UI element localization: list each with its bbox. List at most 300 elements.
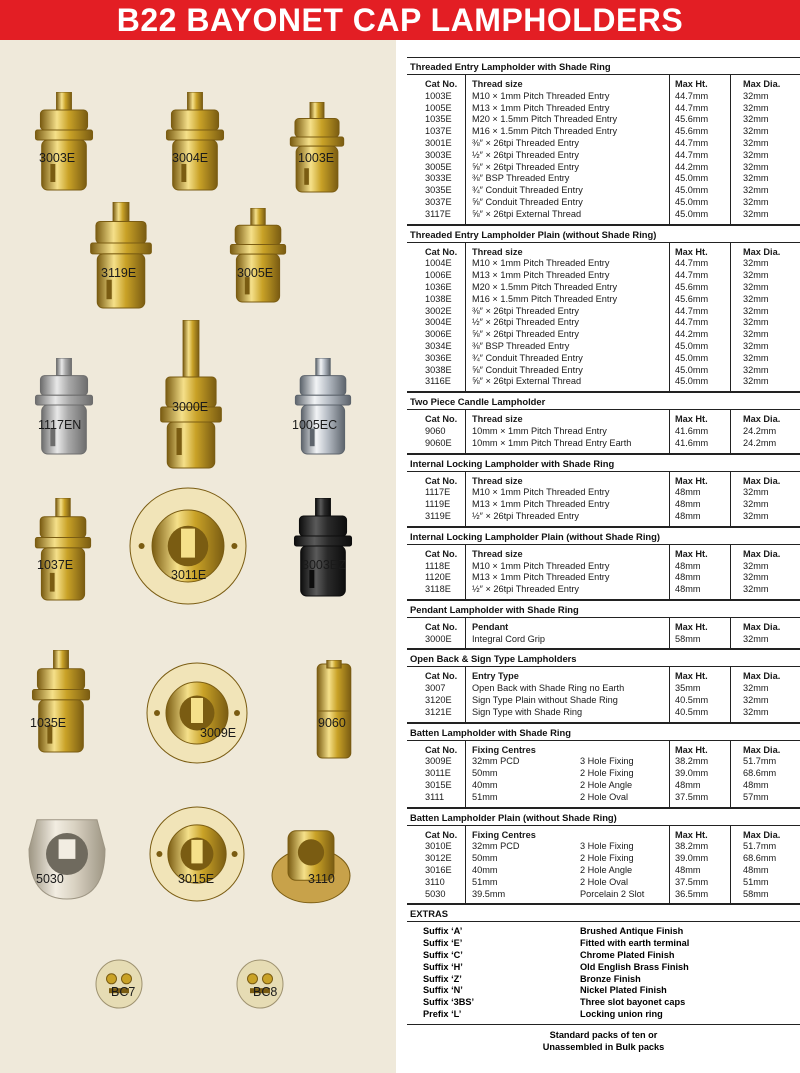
header-ht: Max Ht. [675, 829, 708, 840]
table-row [407, 889, 800, 901]
description: Sign Type Plain without Shade Ring [472, 695, 618, 706]
suffix-description: Three slot bayonet caps [580, 997, 686, 1008]
fixing-type: 2 Hole Oval [580, 876, 629, 887]
product-photo-3005e [228, 208, 288, 309]
max-diameter: 32mm [743, 633, 769, 644]
brass-lampholder-icon [30, 650, 92, 759]
table-header-row [407, 476, 800, 488]
header-desc: Thread size [472, 414, 523, 425]
table-row [407, 317, 800, 329]
product-caption: 9060 [318, 716, 346, 730]
description: ⅝″ Conduit Threaded Entry [472, 364, 583, 375]
header-cat: Cat No. [425, 246, 458, 257]
header-cat: Cat No. [425, 829, 458, 840]
table-row [407, 792, 800, 804]
header-cat: Cat No. [425, 671, 458, 682]
description: Open Back with Shade Ring no Earth [472, 683, 625, 694]
max-diameter: 32mm [743, 90, 769, 101]
max-height: 44.7mm [675, 102, 709, 113]
header-ht: Max Ht. [675, 671, 708, 682]
table-row [407, 768, 800, 780]
max-height: 39.0mm [675, 853, 709, 864]
product-caption: 1035E [30, 716, 67, 730]
product-photo-3110 [270, 820, 352, 915]
section-table [407, 243, 800, 393]
max-height: 48mm [675, 487, 701, 498]
cat-no: 9060 [425, 425, 446, 436]
extras-row [407, 926, 800, 938]
cat-no: 3035E [425, 185, 452, 196]
product-photo-panel [0, 40, 396, 1073]
suffix-code: Suffix ‘E’ [423, 938, 463, 949]
description: ¾″ Conduit Threaded Entry [472, 352, 583, 363]
table-row [407, 306, 800, 318]
table-row [407, 707, 800, 719]
cat-no: 3038E [425, 364, 452, 375]
spec-section [407, 649, 800, 722]
max-height: 44.2mm [675, 329, 709, 340]
max-diameter: 32mm [743, 293, 769, 304]
section-table [407, 618, 800, 650]
product-photo-1005ec [293, 358, 353, 461]
table-header-row [407, 671, 800, 683]
table-row [407, 865, 800, 877]
max-height: 45.6mm [675, 293, 709, 304]
header-desc: Pendant [472, 621, 509, 632]
product-caption: 5030 [36, 872, 64, 886]
product-caption: 1117EN [38, 418, 82, 432]
product-caption: 3004E [172, 151, 209, 165]
fixing-type: 2 Hole Fixing [580, 768, 634, 779]
max-diameter: 32mm [743, 352, 769, 363]
max-height: 38.2mm [675, 756, 709, 767]
table-row [407, 634, 800, 646]
max-diameter: 32mm [743, 258, 769, 269]
section-table [407, 472, 800, 527]
max-height: 45.6mm [675, 281, 709, 292]
description: ½″ × 26tpi Threaded Entry [472, 510, 580, 521]
cat-no: 1118E [425, 560, 451, 571]
suffix-description: Chrome Plated Finish [580, 950, 675, 961]
table-row [407, 150, 800, 162]
fixing-type: 2 Hole Angle [580, 865, 633, 876]
page-title: B22 BAYONET CAP LAMPHOLDERS [116, 2, 684, 38]
description: Integral Cord Grip [472, 633, 546, 644]
header-dia: Max Dia. [743, 246, 781, 257]
table-row [407, 341, 800, 353]
section-table [407, 545, 800, 600]
cat-no: 1117E [425, 487, 451, 498]
extras-title: EXTRAS [407, 905, 800, 922]
header-ht: Max Ht. [675, 475, 708, 486]
header-desc: Thread size [472, 548, 523, 559]
cat-no: 3004E [425, 317, 452, 328]
footer-note [407, 1025, 800, 1054]
description: ⅜″ BSP Threaded Entry [472, 173, 570, 184]
header-ht: Max Ht. [675, 548, 708, 559]
section-table [407, 410, 800, 453]
max-height: 41.6mm [675, 425, 709, 436]
header-cat: Cat No. [425, 744, 458, 755]
description: 32mm PCD [472, 841, 520, 852]
product-caption: 3003EZ [302, 558, 346, 572]
spec-section [407, 723, 800, 808]
max-diameter: 58mm [743, 888, 769, 899]
header-desc: Entry Type [472, 671, 519, 682]
description: ½″ × 26tpi Threaded Entry [472, 584, 580, 595]
cat-no: 3009E [425, 756, 452, 767]
description: ⅜″ BSP Threaded Entry [472, 340, 570, 351]
cat-no: 3118E [425, 584, 451, 595]
table-row [407, 209, 800, 221]
product-caption: 3005E [237, 266, 274, 280]
spec-tables [407, 57, 800, 1053]
fixing-type: Porcelain 2 Slot [580, 888, 645, 899]
description: ⅝″ × 26tpi External Thread [472, 208, 582, 219]
porcelain-lampholder-icon [25, 805, 109, 908]
cat-no: 3121E [425, 706, 452, 717]
suffix-code: Prefix ‘L’ [423, 1009, 462, 1020]
description: 32mm PCD [472, 756, 520, 767]
header-desc: Fixing Centres [472, 829, 536, 840]
cat-no: 3034E [425, 340, 452, 351]
product-photo-1117en [33, 358, 95, 461]
cat-no: 9060E [425, 437, 452, 448]
table-row [407, 438, 800, 450]
table-row [407, 282, 800, 294]
description: M13 × 1mm Pitch Threaded Entry [472, 270, 610, 281]
table-row [407, 877, 800, 889]
batten-lampholder-icon [145, 660, 249, 771]
table-row [407, 138, 800, 150]
max-diameter: 32mm [743, 572, 769, 583]
product-caption: 3110 [308, 872, 335, 886]
cat-no: 3110 [425, 876, 445, 887]
cat-no: 3005E [425, 161, 452, 172]
max-height: 44.7mm [675, 305, 709, 316]
header-ht: Max Ht. [675, 621, 708, 632]
product-photo-3003e [33, 92, 95, 197]
description: ¾″ Conduit Threaded Entry [472, 185, 583, 196]
section-table [407, 741, 800, 808]
product-caption: 3119E [101, 266, 137, 280]
fixing-type: 2 Hole Fixing [580, 853, 634, 864]
description: ½″ × 26tpi Threaded Entry [472, 149, 580, 160]
table-row [407, 572, 800, 584]
product-photo-9060 [310, 660, 358, 767]
spec-section [407, 454, 800, 527]
description: ⅜″ × 26tpi Threaded Entry [472, 137, 580, 148]
header-cat: Cat No. [425, 79, 458, 89]
product-caption: 1005EC [292, 418, 338, 432]
header-dia: Max Dia. [743, 829, 781, 840]
spec-section [407, 57, 800, 225]
cat-no: 3001E [425, 137, 452, 148]
cat-no: 3006E [425, 329, 452, 340]
header-ht: Max Ht. [675, 79, 708, 89]
table-row [407, 353, 800, 365]
suffix-description: Fitted with earth terminal [580, 938, 690, 949]
product-caption: BC8 [253, 985, 278, 999]
product-photo-3000e [158, 320, 224, 475]
cat-no: 1004E [425, 258, 452, 269]
max-diameter: 32mm [743, 114, 769, 125]
table-header-row [407, 830, 800, 842]
suffix-code: Suffix ‘H’ [423, 961, 463, 972]
section-title: Open Back & Sign Type Lampholders [407, 650, 800, 667]
max-height: 48mm [675, 560, 701, 571]
product-photo-3003ez [292, 498, 354, 603]
table-row [407, 584, 800, 596]
max-height: 48mm [675, 865, 701, 876]
max-diameter: 32mm [743, 196, 769, 207]
table-header-row [407, 745, 800, 757]
table-header-row [407, 414, 800, 426]
cat-no: 3011E [425, 768, 451, 779]
max-diameter: 51.7mm [743, 756, 777, 767]
max-diameter: 32mm [743, 126, 769, 137]
max-height: 45.0mm [675, 173, 709, 184]
section-title: Batten Lampholder Plain (without Shade Ring) [407, 809, 800, 826]
cat-no: 3007 [425, 683, 446, 694]
header-desc: Fixing Centres [472, 744, 536, 755]
description: M10 × 1mm Pitch Threaded Entry [472, 487, 610, 498]
max-height: 41.6mm [675, 437, 709, 448]
description: M10 × 1mm Pitch Threaded Entry [472, 90, 610, 101]
max-height: 48mm [675, 584, 701, 595]
extras-section [407, 904, 800, 1024]
cat-no: 3010E [425, 841, 452, 852]
product-photo-3119e [88, 202, 154, 315]
description: 50mm [472, 768, 498, 779]
table-row [407, 695, 800, 707]
spec-section [407, 392, 800, 453]
cat-no: 3120E [425, 695, 452, 706]
table-row [407, 294, 800, 306]
section-title: Internal Locking Lampholder with Shade Ring [407, 455, 800, 472]
table-header-row [407, 549, 800, 561]
table-header-row [407, 622, 800, 634]
table-row [407, 126, 800, 138]
nickel-lampholder-icon [33, 358, 95, 461]
max-height: 45.0mm [675, 340, 709, 351]
max-height: 44.7mm [675, 90, 709, 101]
product-photo-3011e [126, 486, 250, 611]
max-height: 45.0mm [675, 185, 709, 196]
spec-section [407, 600, 800, 650]
max-diameter: 32mm [743, 208, 769, 219]
max-height: 45.0mm [675, 196, 709, 207]
cat-no: 3116E [425, 376, 451, 387]
cat-no: 3012E [425, 853, 452, 864]
max-height: 44.7mm [675, 270, 709, 281]
table-row [407, 258, 800, 270]
brass-lampholder-icon [33, 498, 93, 607]
table-row [407, 103, 800, 115]
cat-no: 3036E [425, 352, 452, 363]
max-height: 45.0mm [675, 376, 709, 387]
description: 40mm [472, 780, 498, 791]
section-title: Threaded Entry Lampholder with Shade Ring [407, 58, 800, 75]
cat-no: 1006E [425, 270, 452, 281]
header-desc: Thread size [472, 246, 523, 257]
cat-no: 3037E [425, 196, 452, 207]
suffix-description: Brushed Antique Finish [580, 926, 684, 937]
header-dia: Max Dia. [743, 621, 781, 632]
suffix-description: Old English Brass Finish [580, 961, 689, 972]
table-row [407, 756, 800, 768]
suffix-code: Suffix ‘N’ [423, 985, 463, 996]
max-diameter: 32mm [743, 584, 769, 595]
extras-table [407, 922, 800, 1024]
chrome-lampholder-icon [293, 358, 353, 461]
max-diameter: 51mm [743, 876, 769, 887]
max-diameter: 48mm [743, 865, 769, 876]
description: M13 × 1mm Pitch Threaded Entry [472, 102, 610, 113]
table-row [407, 683, 800, 695]
max-diameter: 32mm [743, 173, 769, 184]
product-caption: 1037E [37, 558, 74, 572]
max-diameter: 32mm [743, 281, 769, 292]
table-row [407, 841, 800, 853]
max-height: 36.5mm [675, 888, 709, 899]
product-photo-1035e [30, 650, 92, 759]
section-title: Pendant Lampholder with Shade Ring [407, 601, 800, 618]
table-row [407, 499, 800, 511]
suffix-description: Bronze Finish [580, 973, 641, 984]
description: M10 × 1mm Pitch Threaded Entry [472, 258, 610, 269]
extras-row [407, 950, 800, 962]
batten-lampholder-icon [148, 800, 246, 913]
product-photo-3015e [148, 800, 246, 913]
description: 50mm [472, 853, 498, 864]
description: 10mm × 1mm Pitch Thread Entry Earth [472, 437, 632, 448]
brass-lampholder-icon [228, 208, 288, 309]
max-height: 48mm [675, 499, 701, 510]
table-row [407, 487, 800, 499]
header-desc: Thread size [472, 79, 523, 89]
cat-no: 3117E [425, 208, 451, 219]
header-dia: Max Dia. [743, 414, 781, 425]
max-diameter: 32mm [743, 683, 769, 694]
suffix-description: Locking union ring [580, 1009, 663, 1020]
max-diameter: 32mm [743, 340, 769, 351]
table-row [407, 329, 800, 341]
max-height: 44.7mm [675, 258, 709, 269]
header-dia: Max Dia. [743, 671, 781, 682]
max-diameter: 32mm [743, 161, 769, 172]
max-diameter: 32mm [743, 317, 769, 328]
description: 40mm [472, 865, 498, 876]
suffix-code: Suffix ‘3BS’ [423, 997, 475, 1008]
max-diameter: 32mm [743, 487, 769, 498]
section-table [407, 826, 800, 905]
header-cat: Cat No. [425, 475, 458, 486]
description: M10 × 1mm Pitch Threaded Entry [472, 560, 610, 571]
bronze-lampholder-icon [292, 498, 354, 603]
table-row [407, 561, 800, 573]
description: 51mm [472, 791, 498, 802]
max-diameter: 51.7mm [743, 841, 777, 852]
description: ⅝″ Conduit Threaded Entry [472, 196, 583, 207]
extras-row [407, 938, 800, 950]
brass-lampholder-icon [164, 92, 226, 197]
max-diameter: 48mm [743, 780, 769, 791]
cat-no: 1005E [425, 102, 452, 113]
cat-no: 1037E [425, 126, 452, 137]
table-row [407, 365, 800, 377]
max-height: 45.6mm [675, 114, 709, 125]
max-height: 45.0mm [675, 208, 709, 219]
description: M13 × 1mm Pitch Threaded Entry [472, 499, 610, 510]
suffix-code: Suffix ‘A’ [423, 926, 463, 937]
extras-row [407, 997, 800, 1009]
max-diameter: 68.6mm [743, 768, 777, 779]
product-photo-1037e [33, 498, 93, 607]
max-height: 37.5mm [675, 791, 709, 802]
header-cat: Cat No. [425, 414, 458, 425]
cat-no: 3016E [425, 865, 452, 876]
header-dia: Max Dia. [743, 744, 781, 755]
cat-no: 1038E [425, 293, 452, 304]
table-row [407, 162, 800, 174]
fixing-type: 3 Hole Fixing [580, 756, 634, 767]
description: M20 × 1.5mm Pitch Threaded Entry [472, 114, 618, 125]
description: M16 × 1.5mm Pitch Threaded Entry [472, 126, 618, 137]
product-caption: 3000E [172, 400, 209, 414]
spec-section [407, 527, 800, 600]
brass-lampholder-icon [33, 92, 95, 197]
table-row [407, 376, 800, 388]
product-caption: 3009E [200, 726, 237, 740]
header-ht: Max Ht. [675, 414, 708, 425]
cat-no: 5030 [425, 888, 446, 899]
section-title: Threaded Entry Lampholder Plain (without Shade Ring) [407, 226, 800, 243]
max-height: 44.7mm [675, 137, 709, 148]
description: ⅝″ × 26tpi External Thread [472, 376, 582, 387]
max-diameter: 24.2mm [743, 437, 777, 448]
description: 39.5mm [472, 888, 506, 899]
max-diameter: 57mm [743, 791, 769, 802]
description: M16 × 1.5mm Pitch Threaded Entry [472, 293, 618, 304]
header-dia: Max Dia. [743, 548, 781, 559]
batten-lampholder-icon [126, 486, 250, 611]
description: 10mm × 1mm Pitch Thread Entry [472, 425, 607, 436]
max-diameter: 32mm [743, 376, 769, 387]
max-height: 40.5mm [675, 695, 709, 706]
max-height: 45.0mm [675, 364, 709, 375]
brass-lampholder-icon [88, 202, 154, 315]
section-title: Internal Locking Lampholder Plain (without Shade Ring) [407, 528, 800, 545]
max-height: 48mm [675, 572, 701, 583]
header-ht: Max Ht. [675, 744, 708, 755]
max-height: 39.0mm [675, 768, 709, 779]
table-row [407, 511, 800, 523]
table-header-row [407, 247, 800, 259]
max-height: 45.0mm [675, 352, 709, 363]
max-height: 48mm [675, 780, 701, 791]
description: ⅝″ × 26tpi Threaded Entry [472, 161, 580, 172]
description: M13 × 1mm Pitch Threaded Entry [472, 572, 610, 583]
table-row [407, 197, 800, 209]
description: ⅜″ × 26tpi Threaded Entry [472, 305, 580, 316]
table-row [407, 91, 800, 103]
cat-no: 3111 [425, 791, 445, 802]
max-diameter: 32mm [743, 149, 769, 160]
max-diameter: 32mm [743, 137, 769, 148]
spec-section [407, 225, 800, 393]
max-height: 37.5mm [675, 876, 709, 887]
